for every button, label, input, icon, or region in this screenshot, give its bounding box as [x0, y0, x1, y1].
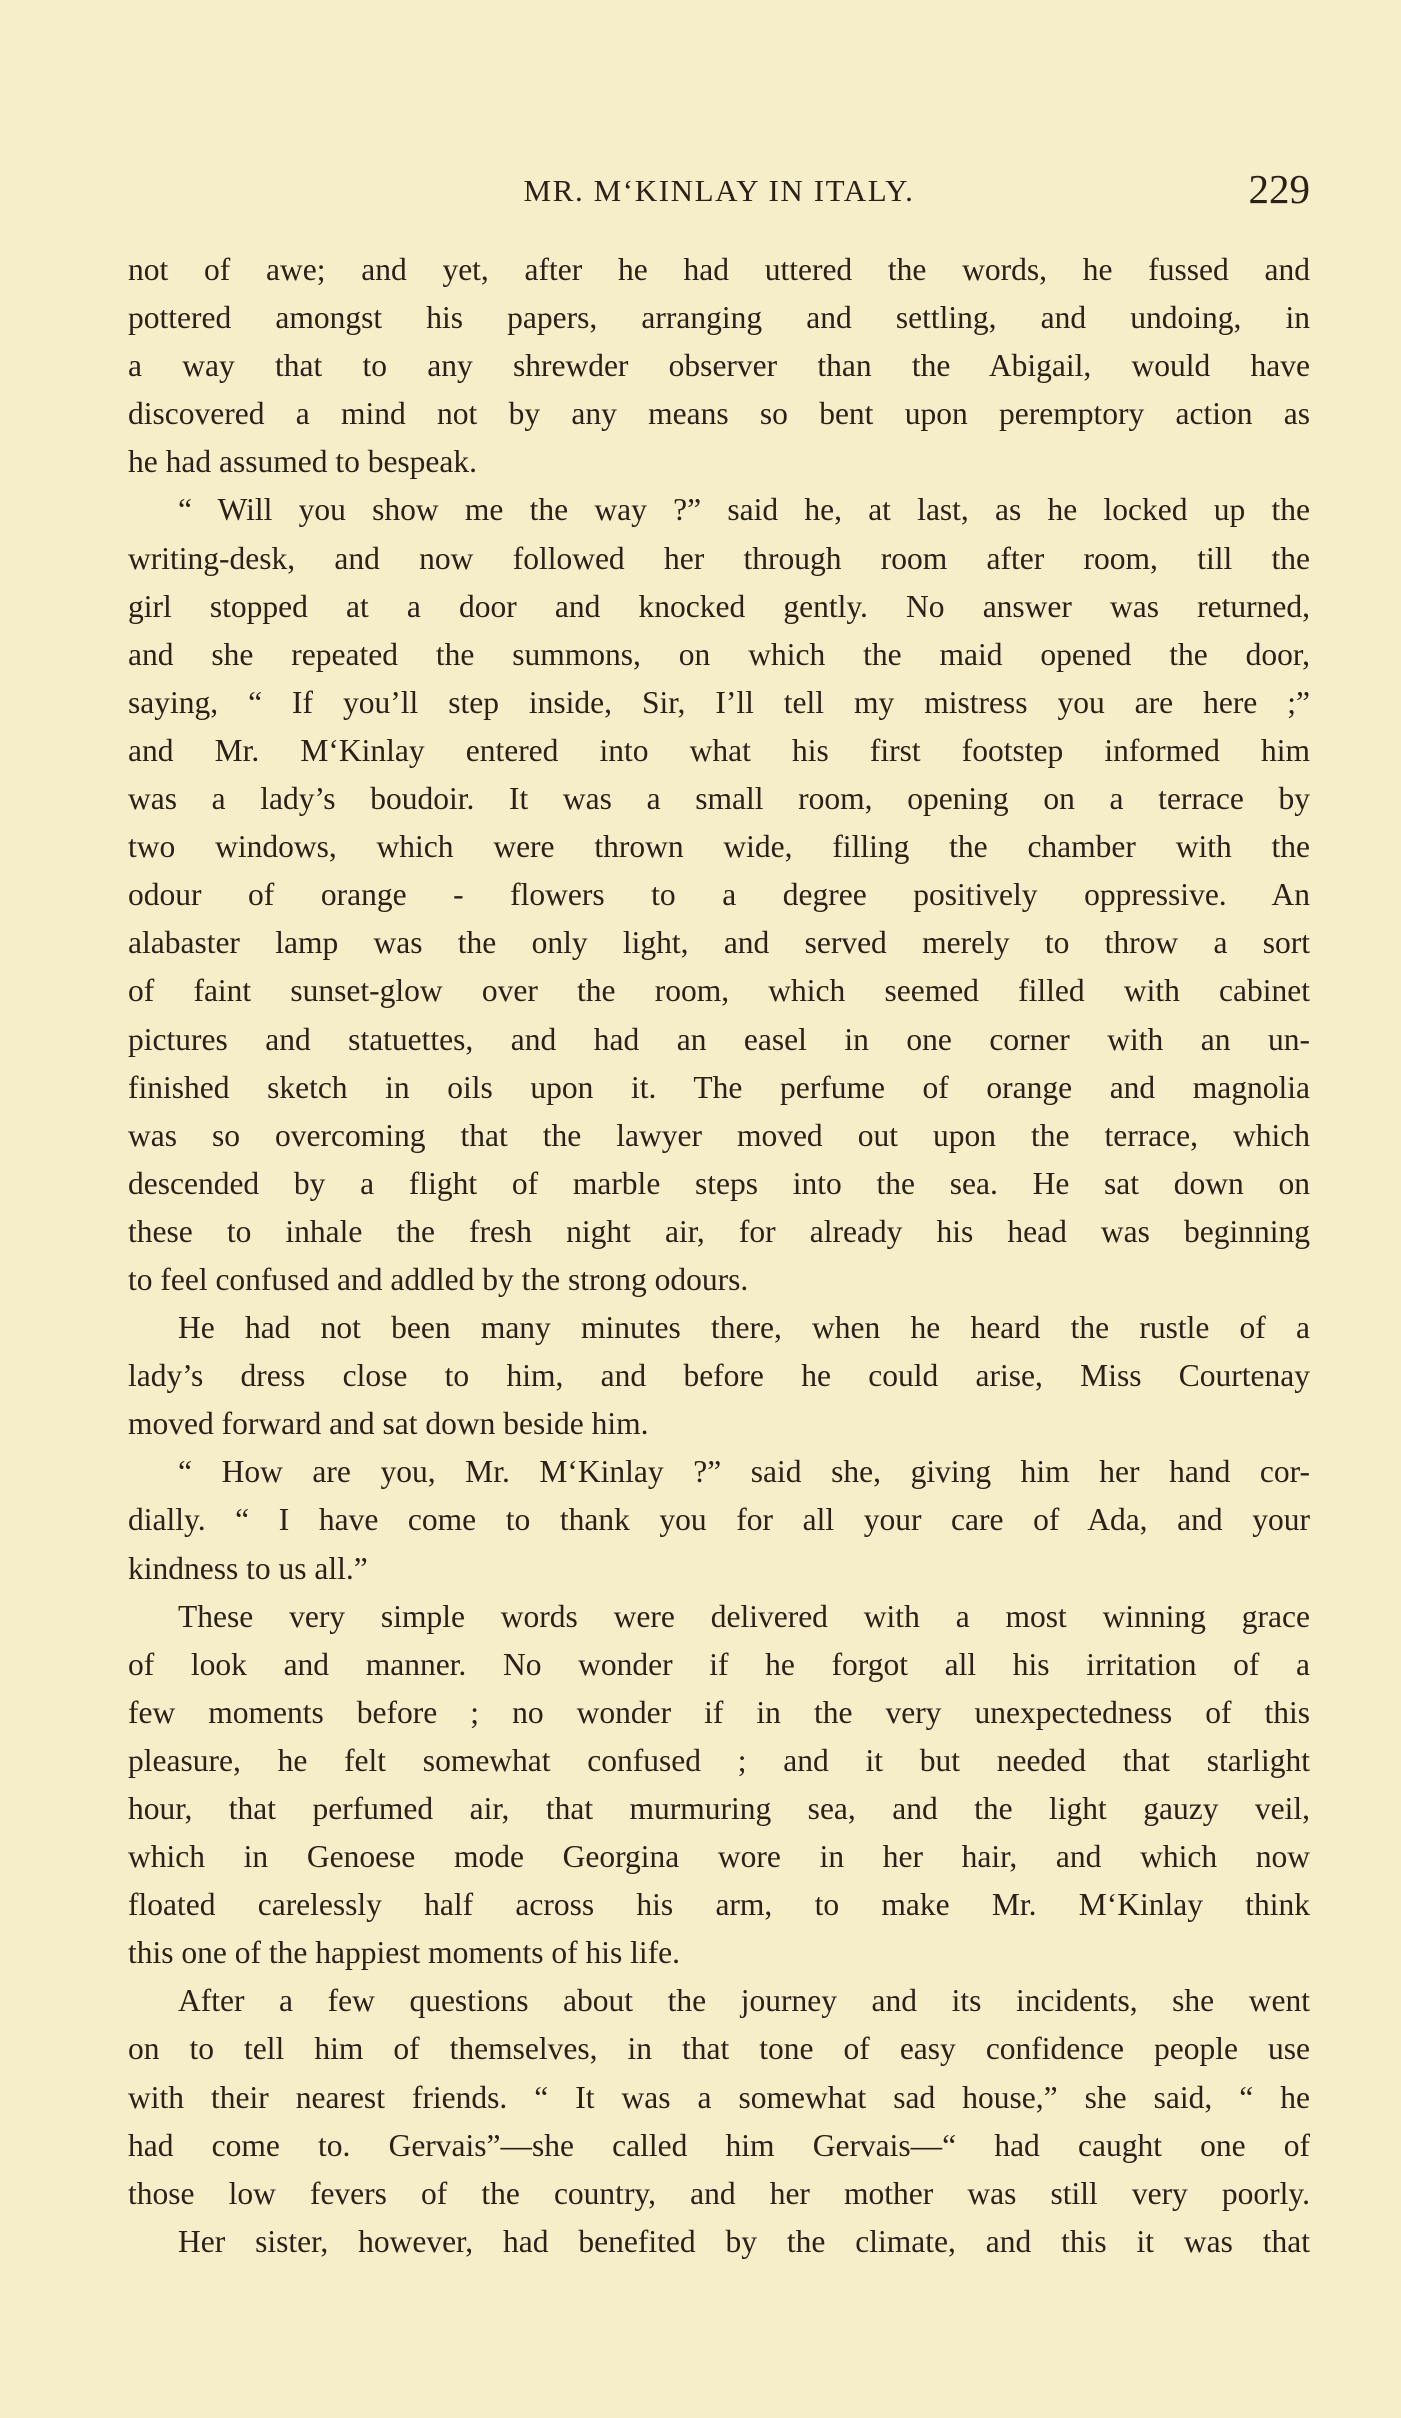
text-line: moved forward and sat down beside him.	[128, 1406, 649, 1442]
text-line: and Mr. M‘Kinlay entered into what his first footstep informed him	[128, 732, 1310, 768]
text-line: he had assumed to bespeak.	[128, 444, 478, 480]
text-line: pottered amongst his papers, arranging and settling, and undoing, in	[128, 300, 1310, 336]
text-line: this one of the happiest moments of his life.	[128, 1935, 681, 1971]
text-line: kindness to us all.”	[128, 1550, 368, 1586]
text-line: had come to. Gervais”—she called him Gervais—“ had caught one of	[128, 2127, 1310, 2163]
text-line: discovered a mind not by any means so bent upon peremptory action as	[128, 396, 1310, 432]
text-line: of faint sunset-glow over the room, which seemed filled with cabinet	[128, 973, 1310, 1009]
text-line: He had not been many minutes there, when he heard the rustle of a	[178, 1310, 1310, 1346]
text-line: alabaster lamp was the only light, and served merely to throw a sort	[128, 925, 1310, 961]
text-line: Her sister, however, had benefited by the climate, and this it was that	[178, 2223, 1310, 2259]
text-line: on to tell him of themselves, in that tone of easy confidence people use	[128, 2031, 1310, 2067]
text-line: girl stopped at a door and knocked gently. No answer was returned,	[128, 588, 1310, 624]
text-line: “ Will you show me the way ?” said he, at last, as he locked up the	[178, 492, 1310, 528]
running-head	[128, 163, 1310, 213]
text-line: odour of orange - flowers to a degree positively oppressive. An	[128, 877, 1310, 913]
body-text	[128, 246, 1310, 2266]
text-line: few moments before ; no wonder if in the very unexpectedness of this	[128, 1694, 1310, 1730]
text-line: not of awe; and yet, after he had uttered the words, he fussed and	[128, 252, 1310, 287]
page-number: 229	[1248, 166, 1310, 212]
text-line: to feel confused and addled by the strong odours.	[128, 1261, 749, 1297]
text-line: saying, “ If you’ll step inside, Sir, I’ll tell my mistress you are here ;”	[128, 684, 1310, 720]
text-line: finished sketch in oils upon it. The perfume of orange and magnolia	[128, 1069, 1310, 1105]
text-line: lady’s dress close to him, and before he could arise, Miss Courtenay	[128, 1358, 1310, 1394]
text-line: After a few questions about the journey and its incidents, she went	[178, 1983, 1310, 2019]
text-line: a way that to any shrewder observer than the Abigail, would have	[128, 348, 1310, 384]
text-line: descended by a flight of marble steps into the sea. He sat down on	[128, 1165, 1310, 1201]
text-line: was so overcoming that the lawyer moved out upon the terrace, which	[128, 1117, 1310, 1153]
text-line: pleasure, he felt somewhat confused ; and it but needed that starlight	[128, 1742, 1310, 1778]
text-line: dially. “ I have come to thank you for all your care of Ada, and your	[128, 1502, 1310, 1538]
text-line: pictures and statuettes, and had an easel in one corner with an un-	[128, 1021, 1310, 1057]
running-title: MR. M‘KINLAY IN ITALY.	[523, 173, 915, 208]
text-line: those low fevers of the country, and her mother was still very poorly.	[128, 2175, 1310, 2211]
text-line: of look and manner. No wonder if he forgot all his irritation of a	[128, 1646, 1310, 1682]
text-line: with their nearest friends. “ It was a somewhat sad house,” she said, “ he	[128, 2079, 1310, 2115]
text-line: writing-desk, and now followed her through room after room, till the	[128, 540, 1310, 576]
text-line: hour, that perfumed air, that murmuring sea, and the light gauzy veil,	[128, 1791, 1310, 1826]
text-line: two windows, which were thrown wide, filling the chamber with the	[128, 829, 1310, 865]
text-line: floated carelessly half across his arm, to make Mr. M‘Kinlay think	[128, 1887, 1310, 1923]
text-line: and she repeated the summons, on which the maid opened the door,	[128, 636, 1310, 672]
text-line: was a lady’s boudoir. It was a small room, opening on a terrace by	[128, 781, 1310, 817]
text-line: These very simple words were delivered with a most winning grace	[178, 1598, 1310, 1634]
text-line: these to inhale the fresh night air, for already his head was beginning	[128, 1213, 1310, 1249]
text-line: which in Genoese mode Georgina wore in her hair, and which now	[128, 1839, 1310, 1875]
text-line: “ How are you, Mr. M‘Kinlay ?” said she, giving him her hand cor-	[178, 1454, 1310, 1490]
